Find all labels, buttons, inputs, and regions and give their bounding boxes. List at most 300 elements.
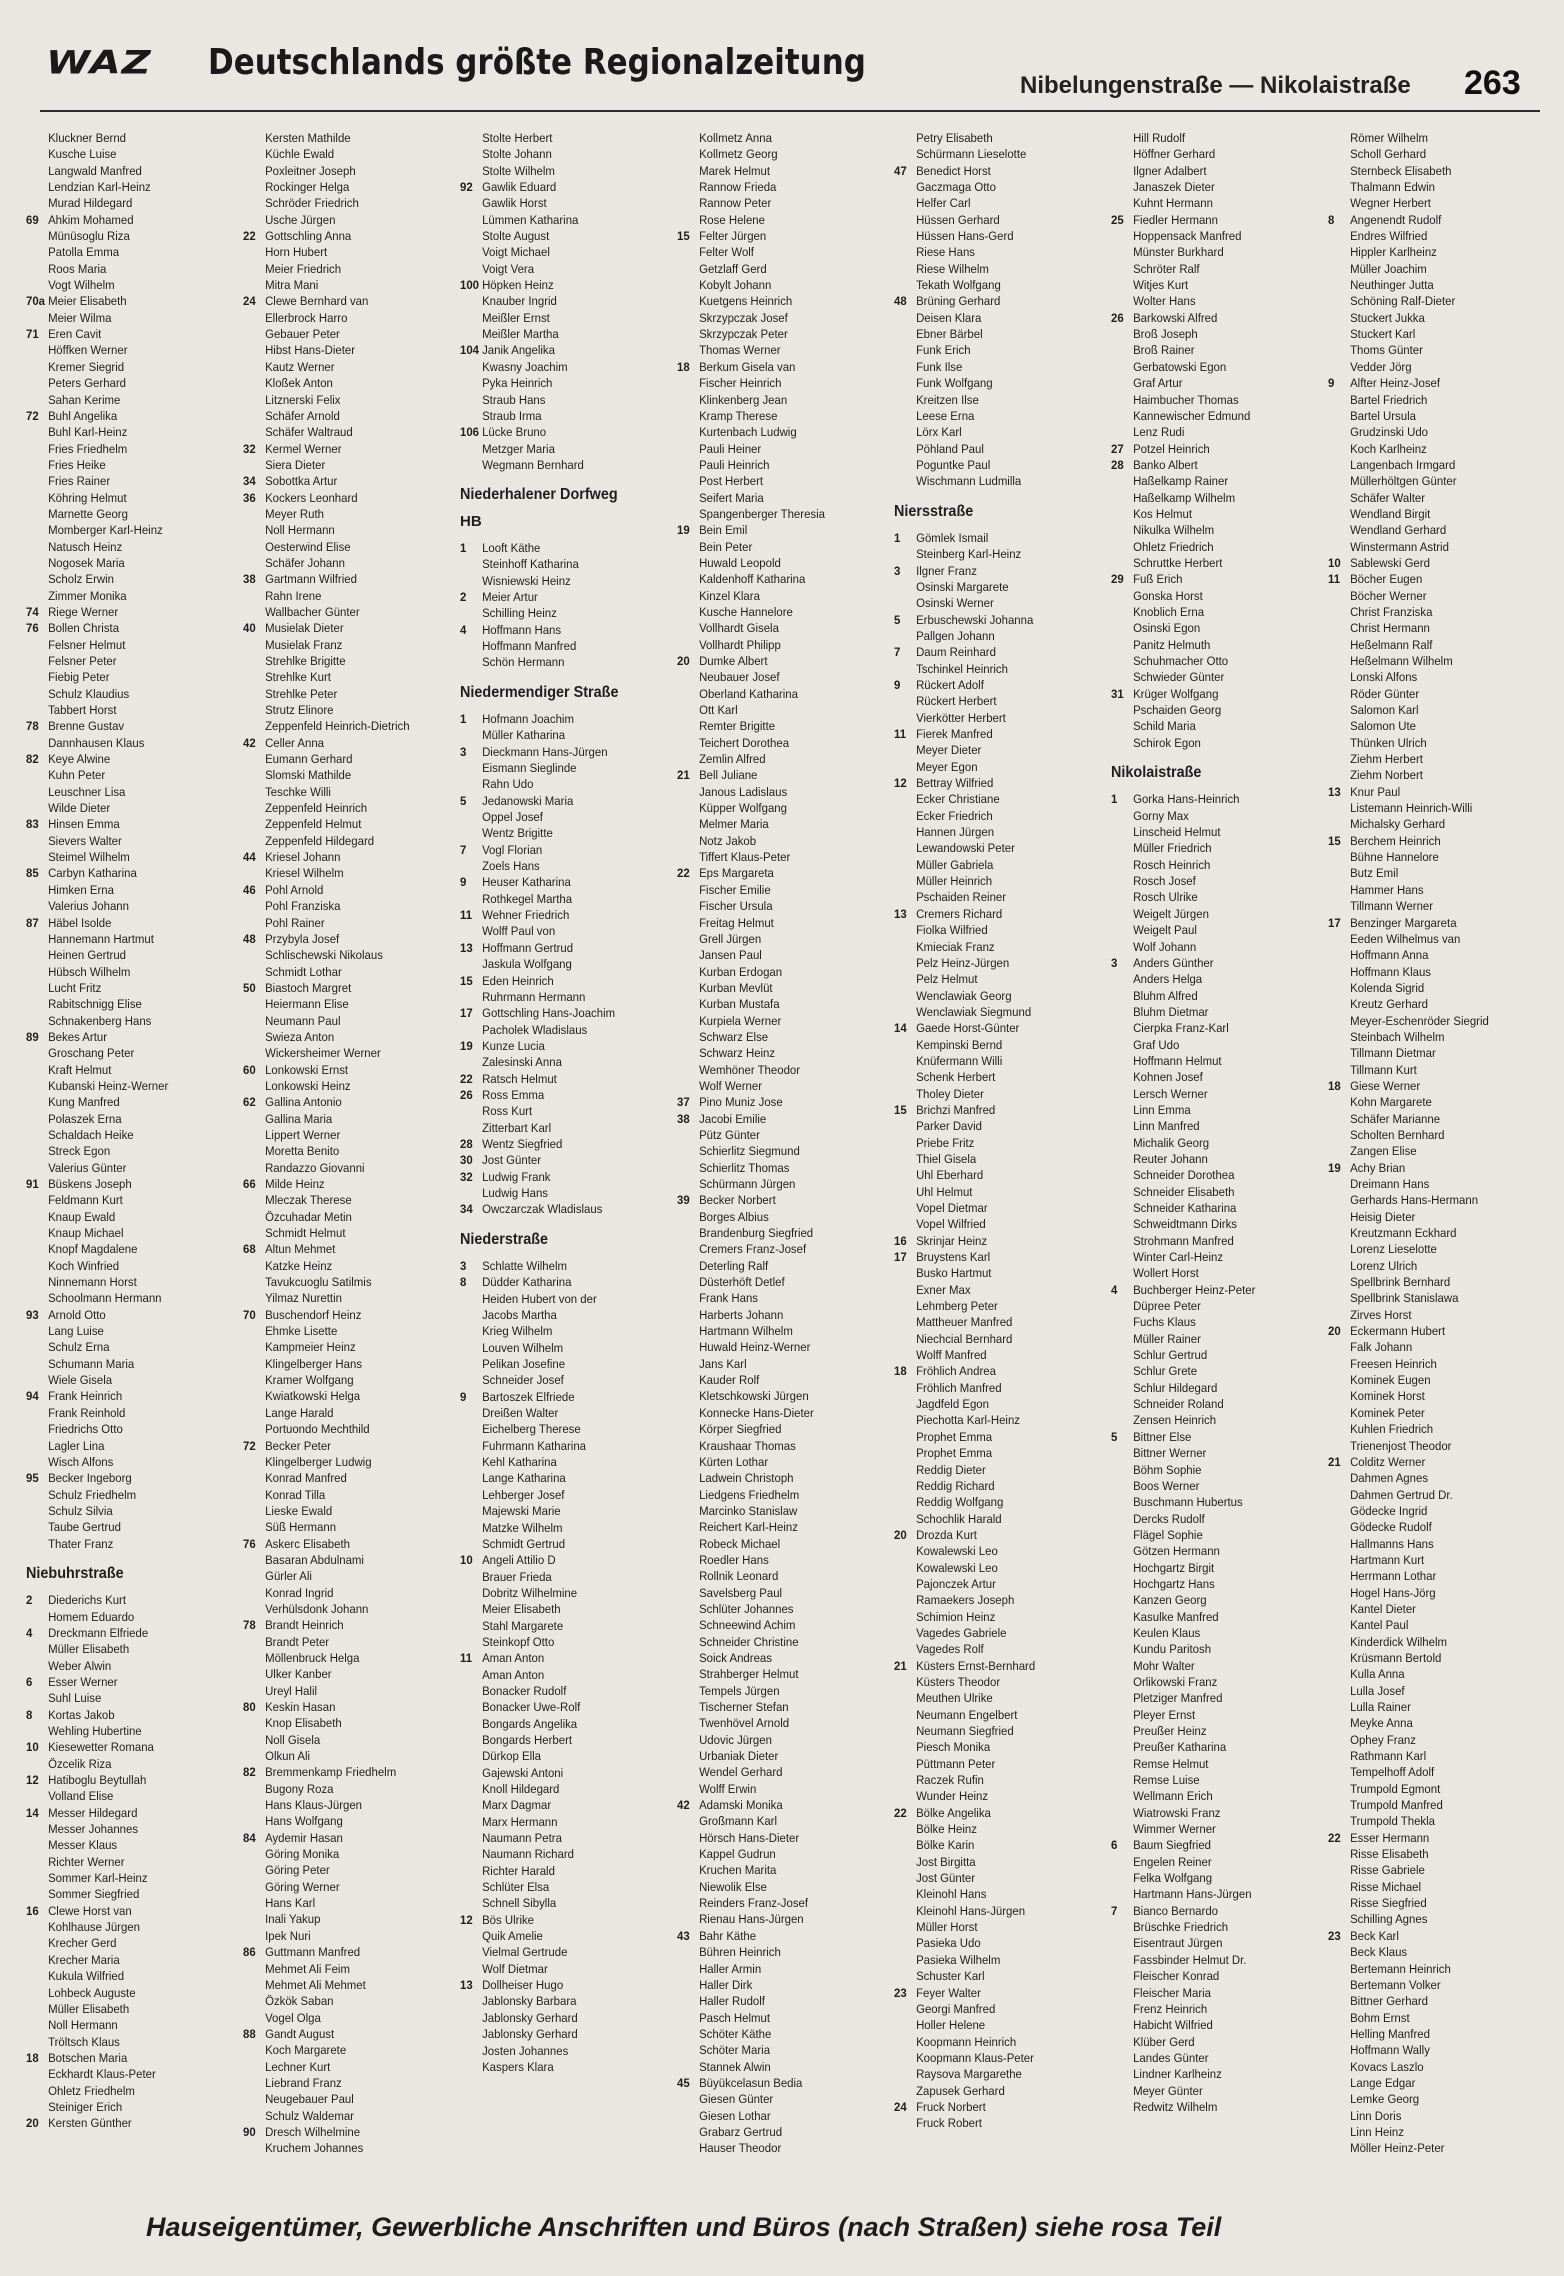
resident-entry <box>460 310 660 326</box>
resident-name: Schneider Christine <box>699 1634 799 1649</box>
resident-entry <box>1328 2075 1528 2091</box>
resident-entry <box>894 1069 1094 1085</box>
resident-entry <box>1111 873 1311 889</box>
resident-entry <box>1111 1511 1311 1527</box>
resident-entry <box>460 540 660 556</box>
resident-name: Schöning Ralf-Dieter <box>1350 294 1456 309</box>
resident-name: Bertemann Volker <box>1350 1977 1441 1992</box>
resident-entry <box>26 964 226 980</box>
resident-entry <box>26 212 226 228</box>
resident-name: Kwasny Joachim <box>482 359 568 374</box>
resident-entry <box>1328 1143 1528 1159</box>
resident-entry <box>460 1977 660 1993</box>
resident-entry <box>460 989 660 1005</box>
house-number: 9 <box>460 875 467 890</box>
resident-entry <box>894 277 1094 293</box>
resident-name: Hüssen Gerhard <box>916 212 1000 227</box>
resident-entry <box>460 2010 660 2026</box>
resident-entry <box>243 800 443 816</box>
resident-entry <box>894 146 1094 162</box>
resident-entry <box>1111 1151 1311 1167</box>
resident-name: Kanzen Georg <box>1133 1593 1207 1608</box>
resident-entry <box>894 261 1094 277</box>
resident-entry <box>460 146 660 162</box>
resident-name: Höpken Heinz <box>482 278 554 293</box>
resident-name: Valerius Johann <box>48 899 129 914</box>
resident-name: Siera Dieter <box>265 457 326 472</box>
resident-name: Brichzi Manfred <box>916 1102 996 1117</box>
resident-entry <box>243 1454 443 1470</box>
resident-entry <box>1111 588 1311 604</box>
resident-name: Risse Elisabeth <box>1350 1847 1429 1862</box>
resident-name: Broß Joseph <box>1133 327 1198 342</box>
resident-name: Wegner Herbert <box>1350 196 1431 211</box>
resident-entry <box>243 637 443 653</box>
directory-column <box>677 130 894 2180</box>
house-number: 11 <box>1328 572 1341 587</box>
resident-entry <box>26 457 226 473</box>
resident-entry <box>1111 1821 1311 1837</box>
resident-name: Pohl Arnold <box>265 882 324 897</box>
resident-name: Kundu Paritosh <box>1133 1642 1212 1657</box>
resident-name: Schulz Klaudius <box>48 686 130 701</box>
resident-entry <box>894 1167 1094 1183</box>
resident-name: Kannewischer Edmund <box>1133 408 1251 423</box>
resident-entry <box>1328 1454 1528 1470</box>
resident-entry <box>1328 1748 1528 1764</box>
resident-name: Ophey Franz <box>1350 1732 1416 1747</box>
resident-entry <box>243 767 443 783</box>
resident-name: Rückert Herbert <box>916 694 997 709</box>
resident-entry <box>677 816 877 832</box>
resident-entry <box>677 1372 877 1388</box>
resident-entry <box>460 1814 660 1830</box>
resident-name: Linn Manfred <box>1133 1119 1200 1134</box>
resident-entry <box>26 1739 226 1755</box>
resident-entry <box>1328 163 1528 179</box>
resident-name: Kersten Günther <box>48 2116 132 2131</box>
resident-entry <box>1111 1069 1311 1085</box>
resident-name: Strehlke Peter <box>265 686 338 701</box>
resident-name: Yilmaz Nurettin <box>265 1291 342 1306</box>
resident-name: Linn Doris <box>1350 2108 1402 2123</box>
resident-name: Steinbach Wilhelm <box>1350 1029 1445 1044</box>
resident-entry <box>677 1634 877 1650</box>
resident-name: Hoffmann Helmut <box>1133 1053 1222 1068</box>
resident-entry <box>1328 293 1528 309</box>
resident-name: Anders Günther <box>1133 955 1214 970</box>
resident-name: Tischerner Stefan <box>699 1700 789 1714</box>
resident-name: Twenhövel Arnold <box>699 1716 790 1731</box>
resident-entry <box>677 146 877 162</box>
resident-entry <box>26 1723 226 1739</box>
resident-name: Pschaiden Georg <box>1133 703 1222 718</box>
resident-entry <box>894 971 1094 987</box>
resident-name: Kinzel Klara <box>699 588 760 603</box>
resident-name: Kusche Hannelore <box>699 604 793 619</box>
resident-entry <box>26 1503 226 1519</box>
resident-entry <box>26 1968 226 1984</box>
house-number: 13 <box>460 1978 473 1993</box>
resident-entry <box>1328 735 1528 751</box>
house-number: 91 <box>26 1177 39 1191</box>
resident-name: Felsner Peter <box>48 654 117 668</box>
resident-name: Steimel Wilhelm <box>48 850 130 865</box>
resident-name: Zangen Elise <box>1350 1144 1417 1159</box>
resident-name: Fischer Ursula <box>699 899 773 914</box>
resident-entry <box>894 857 1094 873</box>
resident-name: Barkowski Alfred <box>1133 310 1218 325</box>
resident-name: Haßelkamp Wilhelm <box>1133 490 1236 505</box>
resident-name: Hill Rudolf <box>1133 131 1186 145</box>
house-number: 17 <box>894 1250 907 1265</box>
resident-entry <box>243 2140 443 2156</box>
house-number: 7 <box>460 842 467 857</box>
house-number: 1 <box>460 540 467 555</box>
resident-entry <box>1111 522 1311 538</box>
resident-name: Pauli Heinrich <box>699 457 770 472</box>
resident-entry <box>26 751 226 767</box>
resident-entry <box>243 1405 443 1421</box>
resident-entry <box>460 1291 660 1307</box>
resident-entry <box>894 1756 1094 1772</box>
resident-name: Rosch Josef <box>1133 874 1196 889</box>
resident-entry <box>1111 342 1311 358</box>
resident-name: Biastoch Margret <box>265 980 352 995</box>
resident-entry <box>894 1249 1094 1265</box>
resident-name: Sternbeck Elisabeth <box>1350 163 1452 178</box>
resident-name: Knur Paul <box>1350 784 1401 799</box>
resident-entry <box>26 179 226 195</box>
resident-name: Inali Yakup <box>265 1912 321 1927</box>
resident-name: Knoll Hildegard <box>482 1782 560 1796</box>
resident-name: Hartmann Hans-Jürgen <box>1133 1887 1252 1902</box>
resident-name: Habicht Wilfried <box>1133 2018 1213 2033</box>
resident-entry <box>1328 1585 1528 1601</box>
resident-name: Adamski Monika <box>699 1798 783 1813</box>
resident-name: Schimion Heinz <box>916 1609 996 1624</box>
resident-name: Winter Carl-Heinz <box>1133 1250 1224 1265</box>
resident-entry <box>1328 1421 1528 1437</box>
resident-name: Göring Monika <box>265 1847 340 1862</box>
resident-entry <box>1328 1879 1528 1895</box>
resident-name: Dollheiser Hugo <box>482 1978 564 1993</box>
resident-name: Gorny Max <box>1133 808 1189 823</box>
resident-entry <box>243 277 443 293</box>
resident-entry <box>460 556 660 572</box>
resident-entry <box>1111 163 1311 179</box>
resident-name: Kautz Werner <box>265 359 335 374</box>
house-number: 83 <box>26 817 39 832</box>
resident-name: Zeppenfeld Helmut <box>265 817 362 832</box>
resident-entry <box>1328 522 1528 538</box>
resident-entry <box>26 1225 226 1241</box>
resident-name: Prophet Emma <box>916 1429 993 1444</box>
resident-entry <box>677 1094 877 1110</box>
resident-entry <box>677 457 877 473</box>
resident-name: Wehner Friedrich <box>482 908 570 923</box>
resident-name: Kreitzen Ilse <box>916 392 979 407</box>
resident-name: Zirves Horst <box>1350 1307 1412 1322</box>
resident-name: Pino Muniz Jose <box>699 1095 783 1110</box>
page-header <box>40 30 1540 112</box>
resident-name: Falk Johann <box>1350 1340 1413 1355</box>
house-number: 22 <box>243 229 256 244</box>
resident-name: Vogel Olga <box>265 2010 321 2025</box>
house-number: 12 <box>26 1773 39 1788</box>
resident-name: Böcher Werner <box>1350 588 1427 603</box>
resident-name: Aman Anton <box>482 1667 545 1682</box>
resident-entry <box>894 840 1094 856</box>
resident-entry <box>243 1241 443 1257</box>
resident-entry <box>26 1536 226 1552</box>
resident-entry <box>1111 1690 1311 1706</box>
resident-entry <box>1111 840 1311 856</box>
resident-entry <box>1328 1013 1528 1029</box>
resident-name: Cierpka Franz-Karl <box>1133 1021 1229 1036</box>
resident-entry <box>677 326 877 342</box>
resident-name: Vopel Wilfried <box>916 1217 986 1232</box>
resident-entry <box>243 424 443 440</box>
resident-name: Kreutzmann Eckhard <box>1350 1226 1457 1241</box>
resident-name: Pyka Heinrich <box>482 376 553 391</box>
resident-name: Schröder Friedrich <box>265 196 359 211</box>
resident-name: Musielak Franz <box>265 637 343 652</box>
resident-entry <box>894 310 1094 326</box>
resident-name: Kominek Horst <box>1350 1389 1425 1404</box>
resident-name: Götzen Hermann <box>1133 1544 1220 1559</box>
resident-name: Büyükcelasun Bedia <box>699 2075 803 2090</box>
resident-name: Kollmetz Anna <box>699 131 772 145</box>
resident-entry <box>677 1601 877 1617</box>
resident-name: Meier Friedrich <box>265 261 342 276</box>
resident-name: Kowalewski Leo <box>916 1544 998 1559</box>
resident-entry <box>677 1732 877 1748</box>
resident-name: Kampmeier Heinz <box>265 1340 356 1355</box>
resident-name: Peters Gerhard <box>48 376 127 391</box>
resident-name: Janik Angelika <box>482 343 555 358</box>
resident-entry <box>677 1650 877 1666</box>
resident-entry <box>243 457 443 473</box>
resident-entry <box>894 1985 1094 2001</box>
resident-name: Neuthinger Jutta <box>1350 278 1434 293</box>
resident-name: Bühren Heinrich <box>699 1945 781 1960</box>
resident-entry <box>677 2108 877 2124</box>
resident-entry <box>243 359 443 375</box>
resident-name: Wiatrowski Franz <box>1133 1805 1221 1820</box>
resident-name: Lenz Rudi <box>1133 425 1185 440</box>
resident-name: Steinberg Karl-Heinz <box>916 547 1022 562</box>
resident-name: Kreutz Gerhard <box>1350 997 1429 1012</box>
street-subheading: HB <box>460 512 482 530</box>
resident-name: Sommer Karl-Heinz <box>48 1871 148 1886</box>
resident-name: Metzger Maria <box>482 441 555 456</box>
house-number: 100 <box>460 278 480 293</box>
resident-entry <box>1111 1788 1311 1804</box>
resident-entry <box>677 1160 877 1176</box>
resident-entry <box>1111 1412 1311 1428</box>
resident-name: Fries Heike <box>48 457 106 472</box>
resident-name: Wolff Manfred <box>916 1348 987 1363</box>
resident-name: Ross Emma <box>482 1087 545 1102</box>
resident-entry <box>1328 1487 1528 1503</box>
resident-name: Hibst Hans-Dieter <box>265 343 356 358</box>
resident-name: Clewe Horst van <box>48 1903 132 1918</box>
resident-name: Thalmann Edwin <box>1350 180 1435 195</box>
resident-name: Thomas Werner <box>699 343 781 358</box>
resident-entry <box>1328 588 1528 604</box>
resident-entry <box>894 2017 1094 2033</box>
resident-entry <box>894 939 1094 955</box>
resident-entry <box>460 1038 660 1054</box>
resident-name: Straub Irma <box>482 408 542 423</box>
resident-name: Kramer Wolfgang <box>265 1373 354 1388</box>
house-number: 43 <box>677 1928 690 1943</box>
resident-entry <box>1328 1977 1528 1993</box>
resident-name: Lersch Werner <box>1133 1086 1208 1101</box>
resident-name: Piesch Monika <box>916 1740 991 1755</box>
resident-name: Eeden Wilhelmus van <box>1350 931 1461 946</box>
resident-entry <box>1328 898 1528 914</box>
house-number: 23 <box>894 1985 907 2000</box>
house-number: 8 <box>26 1707 33 1722</box>
resident-name: Broß Rainer <box>1133 343 1195 358</box>
resident-entry <box>894 457 1094 473</box>
resident-entry <box>894 1200 1094 1216</box>
resident-entry <box>894 922 1094 938</box>
resident-name: Diederichs Kurt <box>48 1593 127 1608</box>
resident-entry <box>460 654 660 670</box>
resident-name: Vagedes Rolf <box>916 1642 984 1657</box>
resident-name: Strehlke Kurt <box>265 670 331 685</box>
house-number: 80 <box>243 1700 256 1714</box>
resident-name: Taube Gertrud <box>48 1520 121 1535</box>
resident-name: Kriesel Wilhelm <box>265 866 344 881</box>
resident-entry <box>1328 653 1528 669</box>
resident-entry <box>460 1912 660 1928</box>
resident-entry <box>894 661 1094 677</box>
resident-entry <box>677 931 877 947</box>
resident-entry <box>1328 784 1528 800</box>
resident-name: Poguntke Paul <box>916 457 991 472</box>
house-number: 26 <box>1111 310 1124 325</box>
resident-name: Hans Klaus-Jürgen <box>265 1798 363 1813</box>
resident-entry <box>894 1511 1094 1527</box>
resident-entry <box>677 1078 877 1094</box>
resident-name: Sablewski Gerd <box>1350 555 1430 570</box>
house-number: 18 <box>894 1364 907 1379</box>
resident-name: Remse Helmut <box>1133 1756 1209 1771</box>
resident-entry <box>677 1617 877 1633</box>
resident-name: Lechner Kurt <box>265 2059 331 2074</box>
resident-entry <box>1111 146 1311 162</box>
resident-name: Kortas Jakob <box>48 1707 115 1722</box>
resident-name: Skrinjar Heinz <box>916 1233 988 1248</box>
resident-entry <box>460 2059 660 2075</box>
resident-name: Frank Heinrich <box>48 1389 123 1404</box>
resident-entry <box>460 375 660 391</box>
resident-entry <box>1328 1225 1528 1241</box>
resident-name: Scholz Erwin <box>48 572 114 587</box>
resident-name: Lemke Georg <box>1350 2092 1420 2107</box>
resident-entry <box>460 1389 660 1405</box>
resident-name: Schilling Agnes <box>1350 1912 1428 1927</box>
resident-name: Möllenbruck Helga <box>265 1650 360 1665</box>
resident-entry <box>26 1519 226 1535</box>
resident-name: Hogel Hans-Jörg <box>1350 1585 1436 1600</box>
resident-entry <box>894 1609 1094 1625</box>
resident-name: Kantel Dieter <box>1350 1601 1416 1616</box>
house-number: 14 <box>26 1805 39 1820</box>
resident-entry <box>460 1185 660 1201</box>
resident-entry <box>1328 1552 1528 1568</box>
resident-name: Eismann Sieglinde <box>482 761 577 776</box>
resident-entry <box>677 964 877 980</box>
resident-entry <box>460 392 660 408</box>
resident-entry <box>243 1356 443 1372</box>
resident-entry <box>894 1837 1094 1853</box>
resident-entry <box>677 1013 877 1029</box>
resident-name: Lange Harald <box>265 1405 334 1420</box>
resident-name: Felter Jürgen <box>699 229 767 244</box>
resident-name: Scholten Bernhard <box>1350 1127 1445 1142</box>
house-number: 21 <box>894 1658 907 1673</box>
resident-entry <box>26 555 226 571</box>
resident-name: Kovacs Laszlo <box>1350 2059 1424 2074</box>
resident-entry <box>26 392 226 408</box>
resident-entry <box>1111 1641 1311 1657</box>
resident-entry <box>1328 1944 1528 1960</box>
street-heading: Niersstraße <box>894 502 974 520</box>
resident-entry <box>894 392 1094 408</box>
resident-entry <box>1111 277 1311 293</box>
house-number: 19 <box>460 1038 473 1053</box>
resident-name: Jacobi Emilie <box>699 1111 767 1126</box>
resident-name: Helfer Carl <box>916 196 971 211</box>
resident-entry <box>677 1290 877 1306</box>
resident-entry <box>677 1029 877 1045</box>
resident-name: Ludwig Hans <box>482 1185 548 1200</box>
resident-entry <box>26 1192 226 1208</box>
resident-name: Buhl Angelika <box>48 408 118 423</box>
house-number: 18 <box>677 359 690 374</box>
resident-entry <box>243 1617 443 1633</box>
resident-name: Wentz Siegfried <box>482 1136 563 1151</box>
resident-entry <box>677 669 877 685</box>
resident-entry <box>894 1707 1094 1723</box>
resident-entry <box>677 686 877 702</box>
house-number: 14 <box>894 1021 907 1036</box>
resident-entry <box>677 1454 877 1470</box>
resident-name: Bölke Karin <box>916 1838 975 1853</box>
resident-name: Giese Werner <box>1350 1078 1421 1093</box>
resident-name: Gallina Maria <box>265 1111 333 1126</box>
resident-name: Wollert Horst <box>1133 1266 1199 1281</box>
house-number: 66 <box>243 1177 256 1191</box>
resident-entry <box>677 898 877 914</box>
resident-entry <box>243 784 443 800</box>
resident-entry <box>460 179 660 195</box>
resident-name: Schruttke Herbert <box>1133 555 1223 570</box>
resident-entry <box>677 751 877 767</box>
resident-name: Dresch Wilhelmine <box>265 2124 361 2139</box>
resident-name: Pasieka Udo <box>916 1936 981 1951</box>
street-heading: Niedermendiger Straße <box>460 683 619 701</box>
house-number: 60 <box>243 1062 256 1077</box>
resident-entry <box>1328 1290 1528 1306</box>
resident-entry <box>677 1176 877 1192</box>
resident-entry <box>1111 1903 1311 1919</box>
